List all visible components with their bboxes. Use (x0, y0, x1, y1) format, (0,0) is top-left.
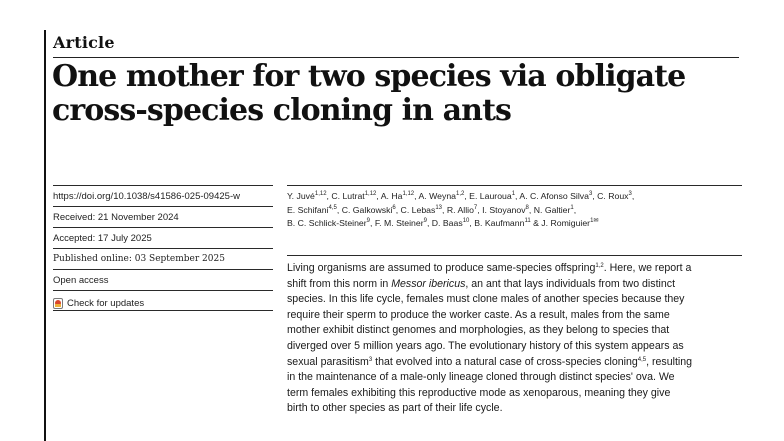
abstract-line-4: require their sperm to produce the worker caste. As a result, males from the same (287, 308, 670, 321)
accepted-date: Accepted: 17 July 2025 (53, 227, 273, 248)
author-list (287, 185, 742, 231)
abstract-line-2: shift from this norm in Messor ibericus, an ant that lays individuals from two distinct (287, 277, 676, 290)
article-title (52, 60, 752, 128)
title-line-2: cross-species cloning in ants (52, 93, 512, 128)
abstract-line-7: sexual parasitism$^3$ that evolved into a natural case of cross-species cloning$^{4,5}$, resulting (287, 355, 693, 368)
left-margin-rule (44, 30, 46, 441)
article-metadata (53, 185, 273, 311)
abstract-line-8: in the maintenance of a male-only lineage cloned through distinct species' ova. We (287, 371, 675, 384)
author-line-1: Y. Juvé$^{1,12}$, C. Lutrat$^{1,12}$, A. Ha$^{1,12}$, A. Weyna$^{1,2}$, E. Lauroua$^1$, A. C. Afonso Silva$^3$, C. Roux$^3$, (287, 191, 635, 201)
abstract-line-1: Living organisms are assumed to produce same-species offspring$^{1,2}$. Here, we report a (287, 262, 692, 274)
received-date: Received: 21 November 2024 (53, 206, 273, 227)
abstract-line-6: diverged over 5 million years ago. The evolutionary history of this system appears as (287, 339, 684, 352)
open-access-label: Open access (53, 269, 273, 290)
abstract-line-3: species. In this life cycle, females must clone males of another species because they (287, 293, 685, 306)
published-date: Published online: 03 September 2025 (53, 248, 273, 269)
abstract-line-9: term females exhibiting this reproductive mode as xenoparous, meaning they give (287, 386, 671, 399)
author-line-3: B. C. Schlick-Steiner$^9$, F. M. Steiner$^9$, D. Baas$^{10}$, B. Kaufmann$^{11}$ & J. Romiguier$^{1✉}$ (287, 218, 599, 228)
article-type-label: Article (53, 33, 115, 52)
check-for-updates-icon (53, 298, 63, 309)
title-line-1: One mother for two species via obligate (52, 59, 686, 94)
check-for-updates-label: Check for updates (67, 297, 145, 309)
abstract-line-10: birth to other species as part of their life cycle. (287, 402, 503, 415)
authors-rule (287, 255, 742, 256)
abstract (287, 261, 747, 417)
abstract-line-5: mother exhibit distinct genomes and morphologies, as they belong to species that (287, 324, 670, 337)
doi-link[interactable]: https://doi.org/10.1038/s41586-025-09425-w (53, 185, 273, 206)
header-rule (53, 57, 739, 58)
species-name: Messor ibericus (391, 277, 466, 290)
author-line-2: E. Schifani$^{4,5}$, C. Galkowski$^6$, C. Lebas$^{13}$, R. Allio$^7$, I. Stoyanov$^8$, N. Galtier$^1$, (287, 204, 577, 215)
check-for-updates-link[interactable] (53, 290, 273, 311)
